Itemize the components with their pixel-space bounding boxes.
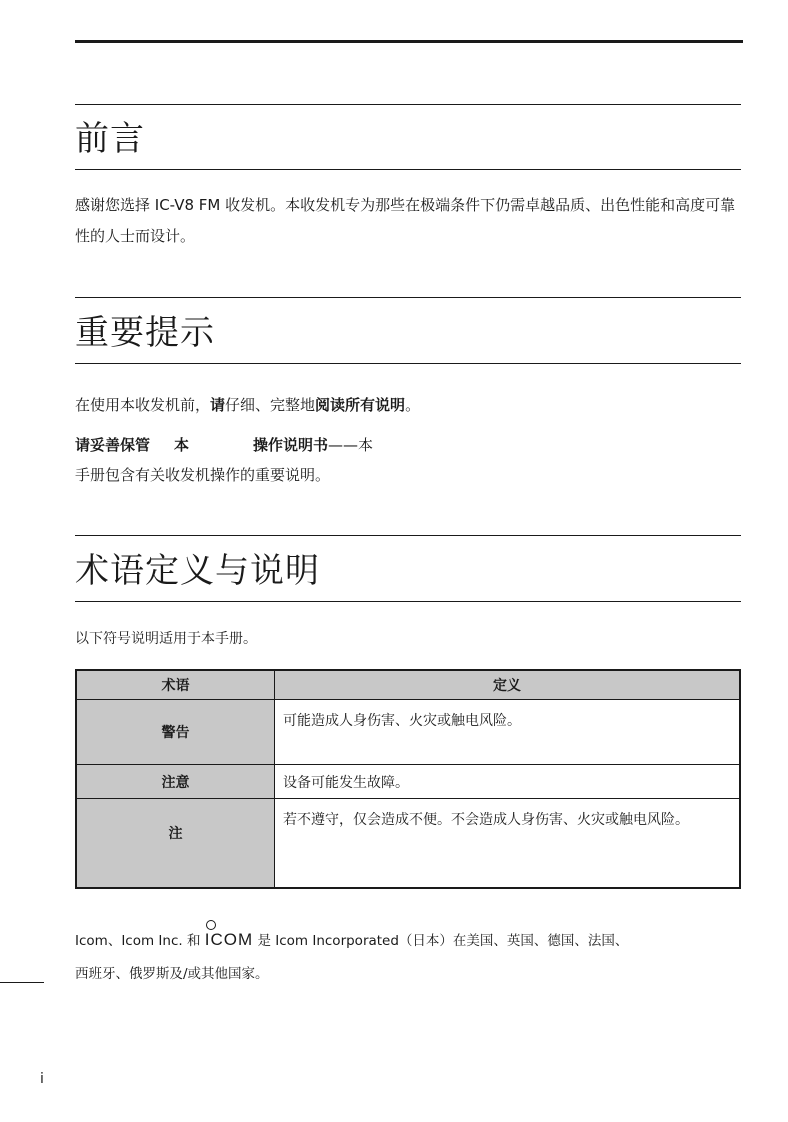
icom-logo	[205, 929, 253, 951]
important-line1-d: 阅读所有说明	[315, 396, 406, 414]
definition-note: 若不遵守，仅会造成不便。不会造成人身伤害、火灾或触电风险。	[275, 799, 741, 888]
important-line1-b: 请	[210, 396, 226, 414]
term-note: 注	[76, 799, 275, 888]
preface-body: 感谢您选择 IC-V8 FM 收发机。本收发机专为那些在极端条件下仍需卓越品质、出色性能和高度可靠性的人士而设计。	[75, 196, 736, 245]
important-line1	[75, 390, 741, 421]
important-line1-e: 。	[405, 396, 421, 414]
header-term: 术语	[76, 670, 275, 700]
table-row	[76, 799, 740, 888]
icom-logo-text: ICOM	[204, 930, 254, 949]
keep-c: 操作说明书	[253, 436, 329, 454]
trademark-part2: 是 Icom Incorporated（日本）在美国、英国、德国、法国、	[253, 933, 629, 949]
important-line3: 手册包含有关收发机操作的重要说明。	[75, 466, 331, 484]
term-caution: 注意	[76, 765, 275, 799]
important-bottom-rule	[75, 363, 741, 364]
table-row	[76, 765, 740, 799]
page-number: i	[40, 1071, 44, 1087]
trademark-line2: 西班牙、俄罗斯及/或其他国家。	[75, 966, 269, 982]
table-header-row	[76, 670, 740, 700]
keep-b: 本	[174, 436, 190, 454]
table-row	[76, 700, 740, 765]
trademark-line1	[75, 929, 741, 952]
keep-d: ——本	[328, 436, 374, 454]
important-keep-line	[75, 430, 741, 461]
top-heavy-rule	[75, 40, 743, 43]
trademark-part1: Icom、Icom Inc. 和	[75, 933, 205, 949]
term-warning: 警告	[76, 700, 275, 765]
terms-bottom-rule	[75, 601, 741, 602]
preface-bottom-rule	[75, 169, 741, 170]
definition-warning: 可能造成人身伤害、火灾或触电风险。	[275, 700, 741, 765]
important-top-rule	[75, 297, 741, 298]
preface-title: 前言	[75, 119, 145, 159]
margin-rule	[0, 982, 44, 983]
important-line1-a: 在使用本收发机前，	[75, 396, 211, 414]
header-definition: 定义	[275, 670, 741, 700]
terms-top-rule	[75, 535, 741, 536]
keep-a: 请妥善保管	[75, 436, 151, 454]
important-line1-c: 仔细、完整地	[225, 396, 316, 414]
preface-top-rule	[75, 104, 741, 105]
icom-logo-ring	[206, 920, 216, 930]
important-title: 重要提示	[75, 313, 215, 353]
terms-title: 术语定义与说明	[75, 551, 320, 591]
terms-table	[75, 669, 741, 889]
terms-intro: 以下符号说明适用于本手册。	[75, 631, 257, 647]
definition-caution: 设备可能发生故障。	[275, 765, 741, 799]
